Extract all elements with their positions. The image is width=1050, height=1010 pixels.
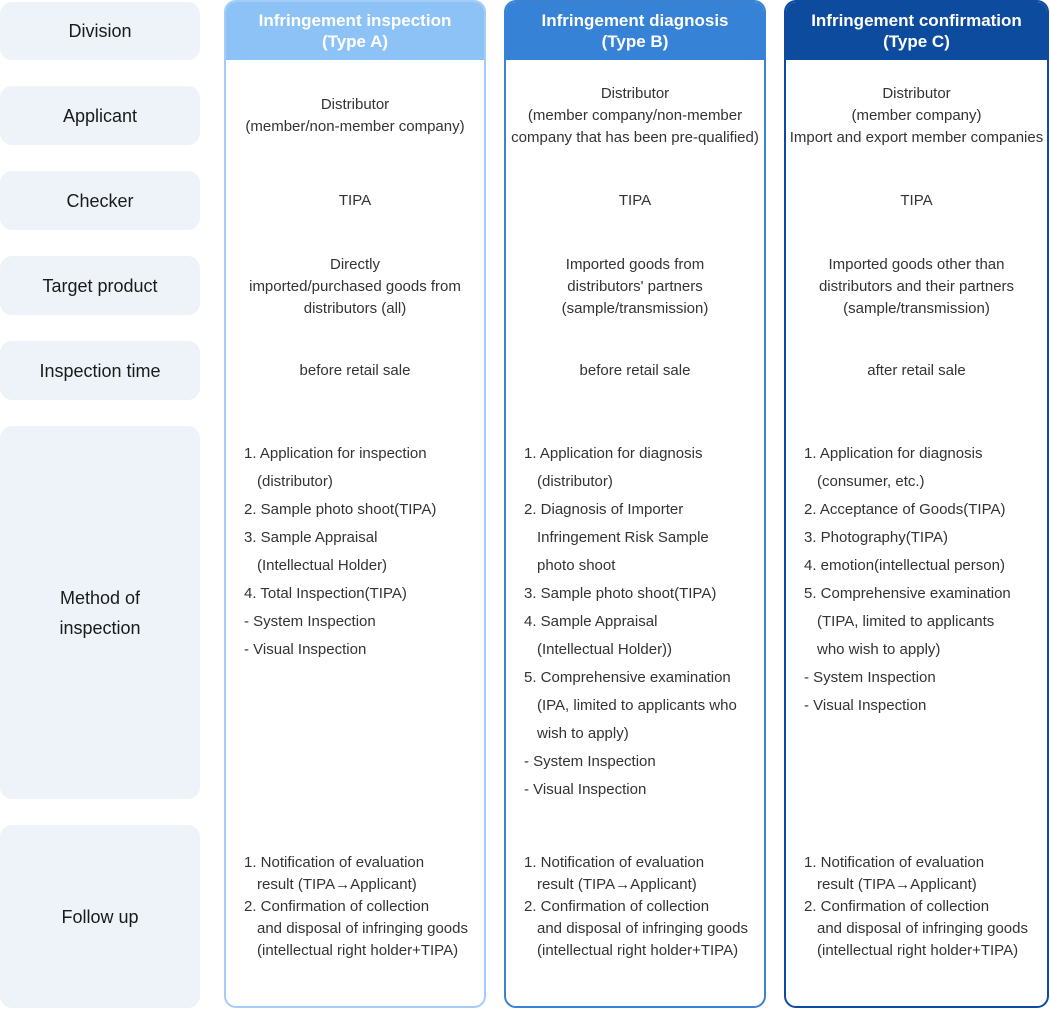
column-subtitle: (Type C): [883, 32, 950, 51]
column-type-b: [504, 0, 766, 1008]
method-item: (distributor): [537, 473, 613, 490]
row-label-method: [0, 426, 200, 799]
method-item: (IPA, limited to applicants who: [537, 697, 737, 714]
inspection-time-text: after retail sale: [867, 362, 966, 379]
method-item: 3. Photography(TIPA): [804, 529, 948, 546]
target-product-text: distributors' partners: [567, 278, 703, 295]
method-item: 4. emotion(intellectual person): [804, 557, 1005, 574]
applicant-cell: [226, 86, 484, 146]
row-label-follow-up: [0, 825, 200, 1008]
checker-label: Checker: [66, 190, 134, 211]
method-item: (Intellectual Holder)): [537, 641, 673, 658]
follow-up-item: 2. Confirmation of collection: [244, 898, 430, 915]
row-label-applicant: [0, 86, 200, 145]
inspection-time-text: before retail sale: [299, 362, 411, 379]
target-product-cell: [506, 254, 764, 320]
column-title: Infringement inspection: [258, 11, 452, 30]
target-product-text: distributors (all): [303, 300, 407, 317]
method-item: 4. Total Inspection(TIPA): [244, 585, 407, 602]
method-list: [244, 440, 480, 664]
follow-up-item: 2. Confirmation of collection: [524, 898, 710, 915]
applicant-text: Distributor: [320, 96, 390, 113]
method-item: (distributor): [257, 473, 333, 490]
method-item: - System Inspection: [804, 669, 936, 686]
inspection-time-cell: [226, 341, 484, 401]
follow-up-item: and disposal of infringing goods: [257, 920, 468, 937]
applicant-text: company that has been pre-qualified): [511, 129, 759, 146]
target-product-text: (sample/transmission): [843, 300, 990, 317]
method-item: photo shoot: [537, 557, 616, 574]
row-label-target-product: [0, 256, 200, 315]
checker-cell: [786, 171, 1047, 231]
row-label-inspection-time: [0, 341, 200, 400]
row-label-checker: [0, 171, 200, 230]
follow-up-item: 2. Confirmation of collection: [804, 898, 990, 915]
method-item: (Intellectual Holder): [257, 557, 388, 574]
inspection-time-cell: [786, 341, 1047, 401]
target-product-text: Directly: [329, 256, 380, 273]
applicant-text: (member company/non-member: [527, 107, 743, 124]
method-item: 5. Comprehensive examination: [524, 669, 731, 686]
applicant-text: (member company): [851, 107, 982, 124]
method-item: - Visual Inspection: [244, 641, 367, 658]
division-label: Division: [68, 21, 132, 41]
method-item: 2. Sample photo shoot(TIPA): [244, 501, 437, 518]
follow-up-list: [804, 852, 1043, 962]
column-header-type-b: [506, 2, 764, 60]
checker-cell: [226, 171, 484, 231]
follow-up-list: [524, 852, 760, 962]
column-type-a: [224, 0, 486, 1008]
method-item: 1. Application for inspection: [244, 445, 427, 462]
method-item: - System Inspection: [244, 613, 376, 630]
applicant-text: (member/non-member company): [245, 118, 465, 135]
checker-text: TIPA: [618, 192, 652, 209]
inspection-time-text: before retail sale: [579, 362, 691, 379]
method-item: - System Inspection: [524, 753, 656, 770]
method-item: 2. Diagnosis of Importer: [524, 501, 684, 518]
follow-up-item: (intellectual right holder+TIPA): [257, 942, 459, 959]
target-product-cell: [786, 254, 1047, 320]
column-title: Infringement diagnosis: [541, 11, 729, 30]
column-header-type-a: [226, 2, 484, 60]
follow-up-list: [244, 852, 480, 962]
target-product-text: (sample/transmission): [561, 300, 709, 317]
applicant-label: Applicant: [62, 105, 138, 126]
checker-text: TIPA: [338, 192, 372, 209]
method-item: - Visual Inspection: [524, 781, 647, 798]
applicant-text: Import and export member companies: [789, 129, 1044, 146]
target-product-text: imported/purchased goods from: [249, 278, 461, 295]
row-label-division: [0, 2, 200, 60]
follow-up-item: and disposal of infringing goods: [537, 920, 748, 937]
method-item: (TIPA, limited to applicants: [817, 613, 995, 630]
method-item: - Visual Inspection: [804, 697, 927, 714]
target-product-label: Target product: [42, 275, 158, 296]
follow-up-item: 1. Notification of evaluation: [524, 854, 705, 871]
method-list: [524, 440, 760, 804]
follow-up-item: (intellectual right holder+TIPA): [537, 942, 739, 959]
method-item: (consumer, etc.): [817, 473, 925, 490]
inspection-time-cell: [506, 341, 764, 401]
method-item: 5. Comprehensive examination: [804, 585, 1011, 602]
applicant-cell: [786, 82, 1047, 150]
follow-up-label: Follow up: [61, 906, 139, 927]
target-product-cell: [226, 254, 484, 320]
checker-cell: [506, 171, 764, 231]
column-header-type-c: [786, 2, 1047, 60]
follow-up-item: result (TIPA→Applicant): [257, 876, 417, 893]
follow-up-item: result (TIPA→Applicant): [537, 876, 697, 893]
method-item: 1. Application for diagnosis: [804, 445, 983, 462]
follow-up-item: and disposal of infringing goods: [817, 920, 1028, 937]
column-subtitle: (Type A): [321, 32, 389, 51]
column-type-c: [784, 0, 1049, 1008]
method-item: 2. Acceptance of Goods(TIPA): [804, 501, 1006, 518]
inspection-time-label: Inspection time: [39, 360, 161, 381]
method-item: 3. Sample photo shoot(TIPA): [524, 585, 717, 602]
applicant-text: Distributor: [882, 85, 951, 102]
column-title: Infringement confirmation: [811, 11, 1022, 30]
checker-text: TIPA: [900, 192, 933, 209]
follow-up-item: (intellectual right holder+TIPA): [817, 942, 1019, 959]
follow-up-item: 1. Notification of evaluation: [804, 854, 985, 871]
target-product-text: Imported goods from: [565, 256, 705, 273]
target-product-text: Imported goods other than: [828, 256, 1005, 273]
method-item: 3. Sample Appraisal: [244, 529, 378, 546]
column-subtitle: (Type B): [601, 32, 669, 51]
method-item: 4. Sample Appraisal: [524, 613, 658, 630]
method-item: who wish to apply): [817, 641, 941, 658]
method-label-line1: Method of: [59, 587, 141, 608]
follow-up-item: 1. Notification of evaluation: [244, 854, 425, 871]
method-item: 1. Application for diagnosis: [524, 445, 703, 462]
applicant-cell: [506, 82, 764, 150]
method-item: Infringement Risk Sample: [537, 529, 709, 546]
method-item: wish to apply): [537, 725, 629, 742]
follow-up-item: result (TIPA→Applicant): [817, 876, 977, 893]
method-list: [804, 440, 1043, 720]
method-label-line2: inspection: [59, 617, 141, 638]
target-product-text: distributors and their partners: [818, 278, 1015, 295]
applicant-text: Distributor: [600, 85, 670, 102]
